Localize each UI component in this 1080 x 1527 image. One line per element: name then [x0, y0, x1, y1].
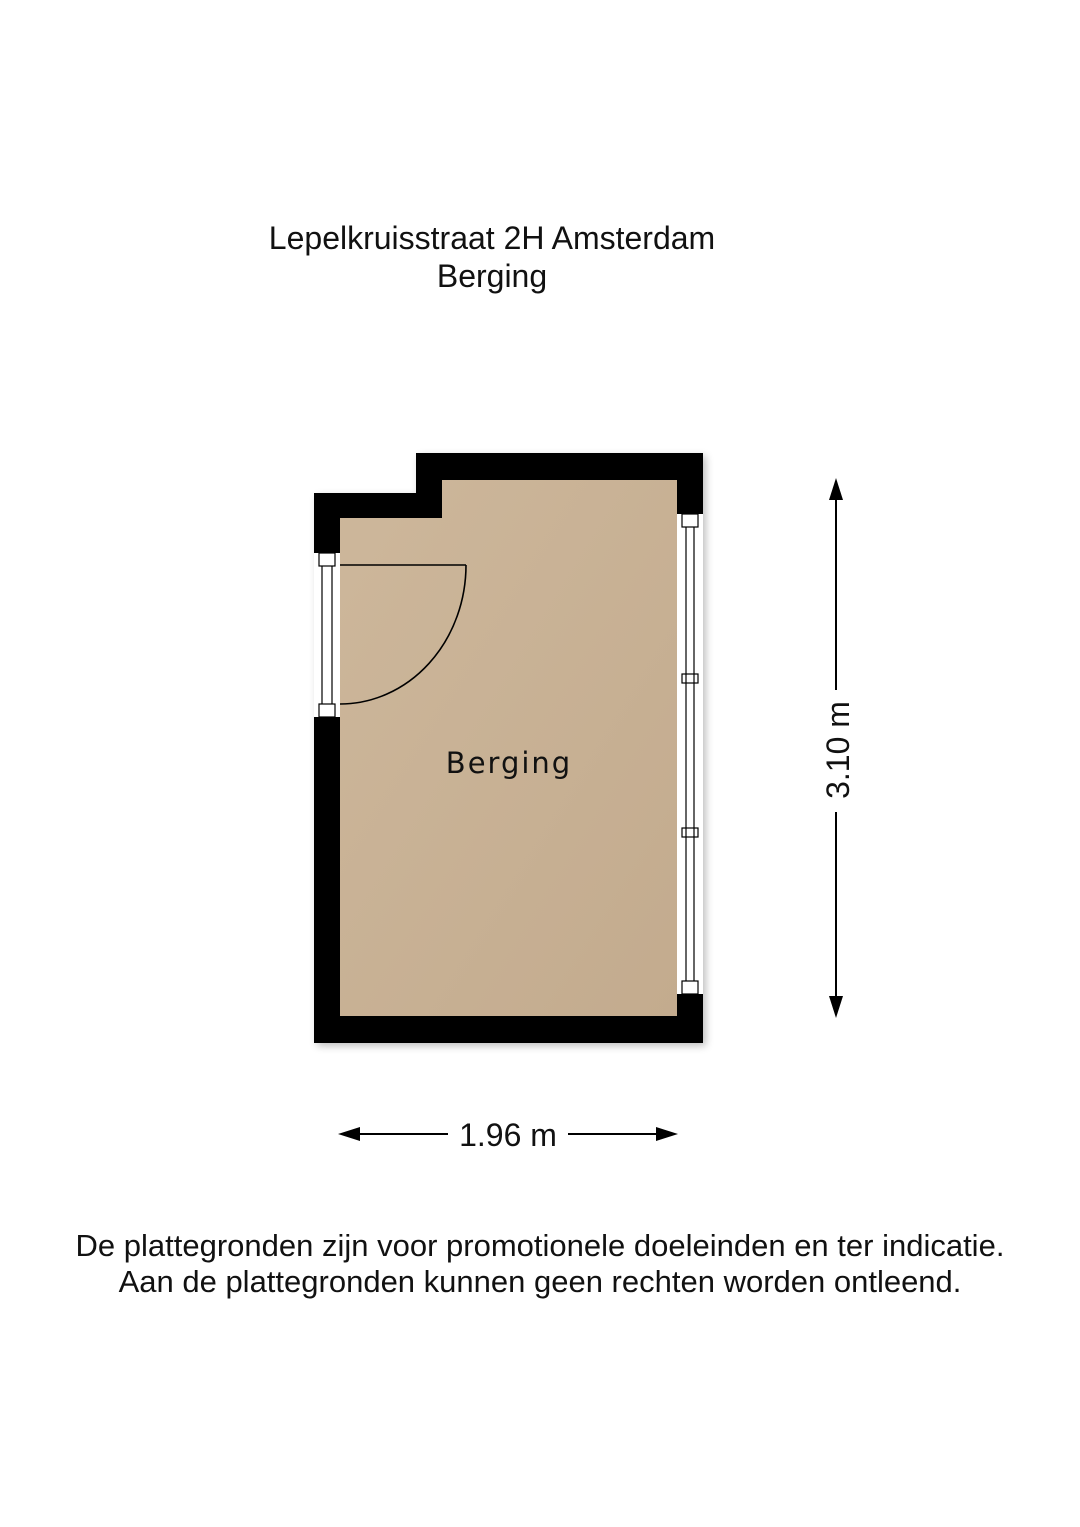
disclaimer-line-2: Aan de plattegronden kunnen geen rechten worden ontleend. — [118, 1264, 962, 1299]
window-opening — [677, 514, 703, 994]
disclaimer-line-1: De plattegronden zijn voor promotionele doeleinden en ter indicatie. — [75, 1228, 1005, 1263]
height-dimension-label: 3.10 m — [820, 701, 856, 799]
room-label: Berging — [445, 746, 573, 780]
plan-address-title: Lepelkruisstraat 2H Amsterdam — [268, 220, 716, 256]
door-opening — [314, 553, 340, 717]
width-dimension-label: 1.96 m — [459, 1117, 557, 1153]
plan-floor-subtitle: Berging — [436, 258, 548, 294]
